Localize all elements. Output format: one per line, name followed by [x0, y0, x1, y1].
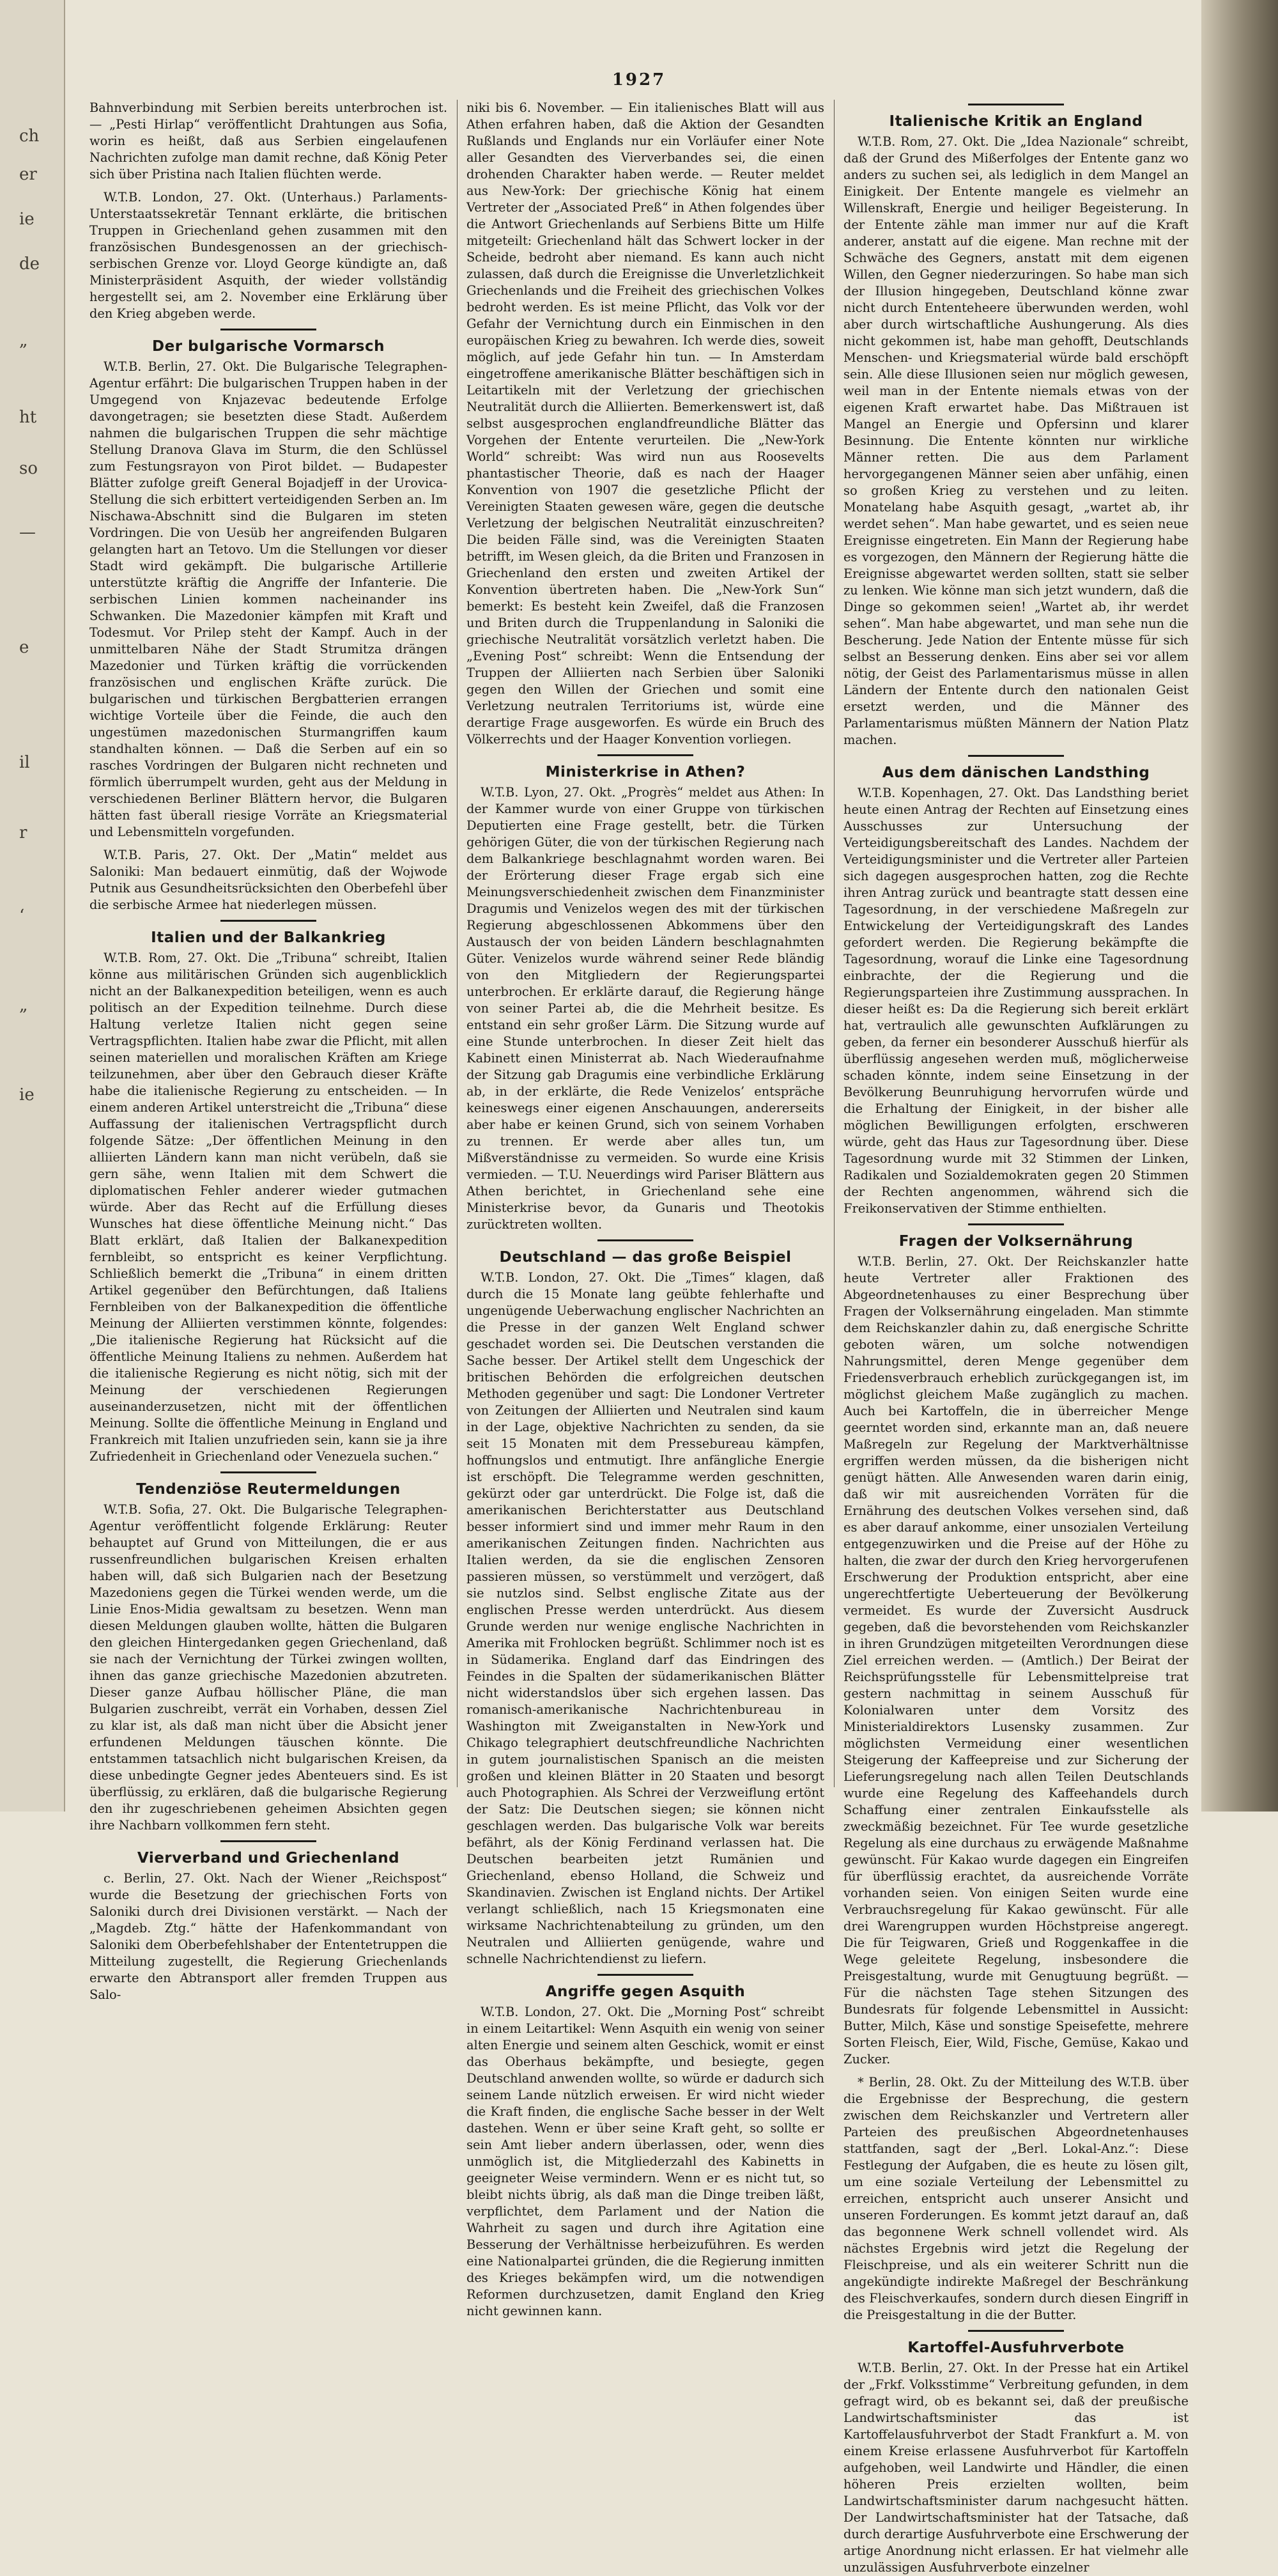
article-heading: Deutschland — das große Beispiel [499, 1249, 792, 1266]
article-heading: Italienische Kritik an England [889, 113, 1143, 130]
margin-fragment: ie [19, 1085, 35, 1105]
margin-fragment: ie [19, 210, 35, 229]
section-rule [220, 329, 316, 330]
article-heading: Tendenziöse Reutermeldungen [136, 1481, 401, 1498]
section-rule [597, 1974, 693, 1976]
paragraph: W.T.B. London, 27. Okt. (Unterhaus.) Parlaments-Unterstaatssekretär Tennant erklärte, die britischen Truppen in Griechenland gehen zusammen mit den französischen Bundesgenossen an der griechisch-serbischen Grenze vor. Lloyd George kündigte an, daß Ministerpräsident Asquith, der wieder vollständig hergestellt sei, am 2. November eine Erklärung über den Krieg abgeben werde. [89, 190, 447, 321]
section-rule [968, 2330, 1064, 2332]
paragraph: W.T.B. Sofia, 27. Okt. Die Bulgarische Telegraphen-Agentur veröffentlicht folgende Erklärung: Reuter behauptet auf Grund von Mitteilungen, die er aus russenfreundlichen bulgarischen Kreisen erhalten haben will, daß sich Bulgarien nach der Besetzung Mazedoniens gegen die Türkei wenden werde, um die Linie Enos-Midia gewaltsam zu besetzen. Wenn man diesen Meldungen glauben wollte, hätten die Bulgaren den gleichen Hintergedanken gegen Griechenland, daß sie nach der Vernichtung der Türkei zwingen wollten, ihnen das ganze griechische Mazedonien abzutreten. Dieser ganze Aufbau höllischer Pläne, die man Bulgarien zuschreibt, verrät ein Vorhaben, dessen Ziel zu klar ist, als daß man nicht über die Absicht jener erfundenen Meldungen täuschen könnte. Die entstammen tatsachlich nicht bulgarischen Kreisen, da diese unbedingte Gegner jedes Abenteuers sind. Es ist überflüssig, zu erklären, daß die bulgarische Regierung den ihr zugeschriebenen geheimen Absichten gegen ihre Nachbarn vollkommen fern steht. [89, 1502, 447, 1833]
section-rule [968, 1223, 1064, 1225]
article-heading: Vierverband und Griechenland [137, 1850, 400, 1866]
column-3 [843, 100, 1189, 2575]
margin-fragment: so [19, 459, 38, 478]
paragraph: W.T.B. Lyon, 27. Okt. „Progrès“ meldet aus Athen: In der Kammer wurde von einer Gruppe von türkischen Deputierten eine Frage gestellt, betr. die Türken gehörigen Güter, die von der türkischen Regierung nach dem Balkankriege beschlagnahmt worden waren. Bei der Erörterung dieser Frage ergab sich eine Meinungsverschiedenheit zwischen dem Finanzminister Dragumis und Venizelos wegen des mit der türkischen Regierung abgeschlossenen Abkommens über den Austausch der von beiden Ländern beschlagnahmten Güter. Venizelos wurde während seiner Rede bländig von den Mitgliedern der Regierungspartei unterbrochen. Er erklärte darauf, die Regierung hänge von seiner Partei ab, die die Mehrheit besitze. Es entstand ein sehr großer Lärm. Die Sitzung wurde auf eine Stunde unterbrochen. In dieser Zeit hielt das Kabinett einen Ministerrat ab. Nach Wiederaufnahme der Sitzung gab Dragumis eine verbindliche Erklärung ab, in der erklärte, die Rede Venizelos’ entspräche keineswegs einer eigenen Anschauungen, andererseits aber habe er keinen Grund, sich von seinem Vorhaben zu trennen. Er werde aber alles tun, um Mißverständnisse zu vermeiden. So wurde eine Krisis vermieden. — T.U. Neuerdings wird Pariser Blättern aus Athen berichtet, in Griechenland sehe eine Ministerkrise bevor, da Gunaris und Theotokis zurücktreten wollten. [466, 785, 824, 1232]
paragraph: W.T.B. Berlin, 27. Okt. Die Bulgarische Telegraphen-Agentur erfährt: Die bulgarischen Truppen haben in der Umgegend von Knjazevac bedeutende Erfolge davongetragen; sie besetzten diese Stadt. Außerdem nahmen die bulgarischen Truppen die sehr mächtige Stellung Dranova Glava im Sturm, die den Schlüssel zum Festungsrayon von Pirot bildet. — Budapester Blätter zufolge greift General Bojadjeff in der Urovica-Stellung die sich erbittert verteidigenden Serben an. Im Nischawa-Abschnitt sind die Bulgaren im steten Vordringen. Die von Uesüb her angreifenden Bulgaren gelangten hart an Tetovo. Um die Stellungen vor dieser Stadt wird gekämpft. Die bulgarische Artillerie unterstützte kräftig die Angriffe der Infanterie. Die serbischen Linien kommen nacheinander ins Schwanken. Die Mazedonier kämpfen mit Kraft und Todesmut. Vor Prilep steht der Kampf. Auch in der unmittelbaren Nähe der Stadt Strumitza drängen Mazedonier und Türken kräftig die vorrückenden französischen und englischen Kräfte zurück. Die bulgarischen und türkischen Bergbatterien errangen wichtige Vorteile über die Feinde, die auch den ungestümen mazedonischen Sturmangriffen kaum standhalten können. — Daß die Serben auf ein so rasches Vordringen der Bulgaren nicht rechneten und förmlich überrumpelt wurden, geht aus der Meldung in verschiedenen Berliner Blättern hervor, die Bulgaren hätten fast überall riesige Vorräte an Kriegsmaterial und Lebensmitteln vorgefunden. [89, 359, 447, 839]
margin-fragment: „ [19, 996, 28, 1015]
paragraph: W.T.B. Paris, 27. Okt. Der „Matin“ meldet aus Saloniki: Man bedauert einmütig, daß der Wojwode Putnik aus Gesundheitsrücksichten den Oberbefehl über die serbische Armee hat niederlegen müssen. [89, 848, 447, 912]
paragraph: niki bis 6. November. — Ein italienisches Blatt will aus Athen erfahren haben, daß die Aktion der Gesandten Rußlands und Englands nur ein Vorläufer einer Note aller Gesandten des Vierverbandes sei, die einen drohenden Charakter haben werde. — Reuter meldet aus New-York: Der griechische König hat einem Vertreter der „Associated Preß“ in Athen folgendes über die Antwort Griechenlands auf Serbiens Bitte um Hilfe mitgeteilt: Griechenland hält das Schwert locker in der Scheide, bedroht aber niemand. Es kann auch nicht zulassen, daß durch die Ereignisse die Unverletzlichkeit Griechenlands und die Freiheit des griechischen Volkes bedroht werden. Es ist meine Pflicht, das Volk vor der Gefahr der Vernichtung durch ein Einmischen in den europäischen Krieg zu bewahren. Ich werde dies, soweit möglich, auf jede Gefahr hin tun. — In Amsterdam eingetroffene amerikanische Blätter beschäftigen sich in Leitartikeln mit der Verletzung der griechischen Neutralität durch die Alliierten. Bemerkenswert ist, daß selbst ausgesprochen englandfreundliche Blätter das Vorgehen der Entente verurteilen. Die „New-York World“ schreibt: Was wird nun aus Roosevelts phantastischer Theorie, daß es nach der Haager Konvention von 1907 die gesetzliche Pflicht der Vereinigten Staaten gewesen wäre, gegen die deutsche Verletzung der belgischen Neutralität einzuschreiten? Die beiden Fälle sind, was die Vereinigten Staaten betrifft, im Wesen gleich, da die Briten und Franzosen in Griechenland den ersten und zweiten Artikel der Konvention übertreten haben. Die „New-York Sun“ bemerkt: Es besteht kein Zweifel, daß die Franzosen und Briten durch die Truppenlandung in Saloniki die griechische Neutralität vorsätzlich verletzt haben. Die „Evening Post“ schreibt: Wenn die Entsendung der Truppen der Alliierten nach Serbien über Saloniki gegen den Willen der Griechen und somit eine Verletzung neutralen Territoriums ist, würde eine derartige Frage ausgeworfen. Es würde ein Bruch des Völkerrechts und der Haager Konvention vorliegen. [466, 100, 824, 747]
margin-fragment: r [19, 823, 27, 842]
column-rule [834, 100, 835, 1787]
newspaper-page [89, 70, 1189, 2575]
section-rule [968, 755, 1064, 757]
margin-fragment: er [19, 165, 37, 184]
section-rule [597, 1239, 693, 1241]
margin-fragment: — [19, 523, 36, 542]
paragraph: W.T.B. London, 27. Okt. Die „Times“ klagen, daß durch die 15 Monate lang geübte fehlerhafte und ungenügende Ueberwachung englischer Nachrichten an die Presse in der ganzen Welt England schwer geschadet worden sei. Die Deutschen verstanden die Sache besser. Der Artikel stellt dem Ungeschick der britischen Behörden die erfolgreichen deutschen Methoden gegenüber und sagt: Die Londoner Vertreter von Zeitungen der Alliierten und Neutralen sind kaum in der Lage, objektive Nachrichten zu senden, da sie seit 15 Monaten mit dem Pressebureau kämpfen, hoffnungslos und entmutigt. Ihre anfängliche Energie ist erschöpft. Die Telegramme werden geschnitten, gekürzt oder gar unterdrückt. Die Folge ist, daß die amerikanischen Berichterstatter aus Deutschland besser informiert sind und immer mehr Raum in den amerikanischen Zeitungen finden. Nachrichten aus Italien werden, da sie die englischen Zensoren passieren müssen, so verstümmelt und verzögert, daß sie nutzlos sind. Selbst englische Zitate aus der englischen Presse werden unterdrückt. Aus diesem Grunde werden nur wenige englische Nachrichten in Amerika mit Frohlocken begrüßt. Schlimmer noch ist es in Südamerika. England darf das Eindringen des Feindes in die Spalten der südamerikanischen Blätter nicht widerstandslos über sich ergehen lassen. Das romanisch-amerikanische Nachrichtenbureau in Washington mit Zweiganstalten in New-York und Chikago telegraphiert deutschfreundliche Nachrichten in gutem journalistischen Spanisch an die meisten großen und kleinen Blätter in 20 Staaten und besorgt auch Photographien. Als Schrei der Verzweiflung ertönt der Satz: Die Deutschen siegen; sie können nicht geschlagen werden. Das bulgarische Volk war bereits befährt, als der König Ferdinand verlassen hat. Die Deutschen bearbeiten jetzt Rumänien und Griechenland, ebenso Holland, die Schweiz und Skandinavien. Zwischen ist England nichts. Der Artikel verlangt schließlich, nach 15 Kriegsmonaten eine wirksame Nachrichtenabteilung zu gründen, um den Neutralen und Alliierten genügende, wahre und schnelle Nachrichtendienst zu liefern. [466, 1270, 824, 1966]
section-rule [220, 1840, 316, 1842]
margin-fragment: il [19, 753, 30, 772]
column-2 [466, 100, 824, 2318]
paragraph: W.T.B. London, 27. Okt. Die „Morning Post“ schreibt in einem Leitartikel: Wenn Asquith ein wenig von seiner alten Energie und seinem alten Geschick, womit er einst das Oberhaus bekämpfte, und besiegte, gegen Deutschland anwenden wollte, so würde er dadurch sich seinem Lande nützlich erweisen. Er wird nicht wieder die Kraft finden, die englische Sache besser in der Welt dastehen. Wenn er über seine Kraft geht, so sollte er sein Amt lieber andern überlassen, oder, wenn dies unmöglich ist, die Mitgliederzahl des Kabinetts in geeigneter Weise vermindern. Wenn er es nicht tut, so bleibt nichts übrig, als daß man die Dinge treiben läßt, verpflichtet, dem Parlament und der Nation die Wahrheit zu sagen und durch ihre Agitation eine Besserung der Verhältnisse herbeizuführen. Es werden eine Nationalpartei gründen, die die Regierung inmitten des Krieges bekämpfen wird, um die notwendigen Reformen durchzusetzen, damit England den Krieg nicht gewinnen kann. [466, 2005, 824, 2318]
article-heading: Fragen der Volksernährung [898, 1233, 1134, 1250]
margin-fragment: e [19, 638, 29, 657]
section-rule [220, 1471, 316, 1473]
paragraph: W.T.B. Kopenhagen, 27. Okt. Das Landsthing beriet heute einen Antrag der Rechten auf Einsetzung eines Ausschusses zur Untersuchung der Verteidigungsbereitschaft des Landes. Nachdem der Verteidigungsminister und die Vertreter aller Parteien sich dagegen ausgesprochen hatten, zog die Rechte ihren Antrag zurück und beantragte statt dessen eine Tagesordnung, in der verschiedene Maßregeln zur Entwickelung der Verteidigungskraft des Landes gefordert werden. Die Regierung bekämpfte die Tagesordnung, worauf die Linke eine Tagesordnung einbrachte, der die Regierung und die Regierungsparteien ihre Zustimmung aussprachen. In dieser heißt es: Da die Regierung sich bereit erklärt hat, vertraulich alle gewunschten Aufklärungen zu geben, da ferner ein besonderer Ausschuß hierfür als überflüssig angesehen werden muß, möglicherweise schaden könnte, indem seine Einsetzung in der Bevölkerung Beunruhigung hervorrufen würde und die Erhaltung der Einigkeit, in der bisher alle möglichen Bewilligungen erfolgten, erschweren würde, geht das Haus zur Tagesordnung über. Diese Tagesordnung wurde mit 32 Stimmen der Linken, Radikalen und Sozialdemokraten gegen 20 Stimmen der Rechten angenommen, während sich die Freikonservativen der Stimme enthielten. [843, 786, 1189, 1216]
article-heading: Der bulgarische Vormarsch [152, 338, 385, 355]
section-rule [220, 920, 316, 922]
adjacent-page-margin [0, 0, 65, 1812]
article-heading: Aus dem dänischen Landsthing [882, 764, 1150, 781]
paragraph: W.T.B. Rom, 27. Okt. Die „Idea Nazionale“ schreibt, daß der Grund des Mißerfolges der Entente ganz wo anders zu suchen sei, als lediglich in dem Mangel an Einigkeit. Der Entente mangele es vielmehr an Willenskraft, Energie und heiliger Begeisterung. In der Entente zähle man immer nur auf die Kraft anderer, anstatt auf die eigene. Man rechne mit der Schwäche des Gegners, anstatt mit dem eigenen Willen, den Gegner niederzuringen. So habe man sich der Illusion hingegeben, Deutschland könne zwar nicht durch Ententeheere überwunden werden, wohl aber durch wirtschaftliche Aushungerung. Als dies nicht gekommen ist, habe man gehofft, Deutschlands Menschen- und Kriegsmaterial würde bald erschöpft sein. Alle diese Illusionen seien nur möglich gewesen, weil man in der Entente niemals etwas von der eigenen Kraft erwartet habe. Das Mißtrauen ist Mangel an Energie und Opfersinn und klarer Besinnung. Die Entente könnten nur wirkliche Männer retten. Die aus dem Parlament hervorgegangenen Männer seien aber unfähig, einen so großen Krieg zu verstehen und zu leiten. Monatelang habe Asquith gesagt, „wartet ab, ihr werdet sehen“. Man habe gewartet, und es seien neue Ereignisse eingetreten. Ein Mann der Regierung habe es vorgezogen, den Männern der Regierung hätte die Ereignisse abgewartet werden sollten, statt sie selber zu lenken. Wie könne man sich jetzt wundern, daß die Dinge so gekommen seien! „Wartet ab, ihr werdet sehen“. Man habe abgewartet, und man sehe nun die Bescherung. Jede Nation der Entente müsse für sich selbst an Besserung denken. Eins aber sei vor allem nötig, der Geist des Parlamentarismus müsse in allen Ländern der Entente durch den nationalen Geist ersetzt werden, und die Männer des Parlamentarismus müßten Männern der Nation Platz machen. [843, 134, 1189, 747]
book-spine-edge [1201, 0, 1278, 1812]
paragraph: Bahnverbindung mit Serbien bereits unterbrochen ist. — „Pesti Hirlap“ veröffentlicht Drahtungen aus Sofia, worin es heißt, daß aus Serbien eingelaufenen Nachrichten zufolge man damit rechne, daß König Peter sich über Pristina nach Italien flüchten werde. [89, 100, 447, 182]
section-rule [968, 104, 1064, 105]
paragraph: W.T.B. Berlin, 27. Okt. In der Presse hat ein Artikel der „Frkf. Volksstimme“ Verbreitung gefunden, in dem gefragt wird, ob es bekannt sei, daß der preußische Landwirtschaftsminister das ist Kartoffelausfuhrverbot der Stadt Frankfurt a. M. von einem Kreise erlassene Ausfuhrverbot für Kartoffeln aufgehoben, weil Landwirte und Händler, die einen höheren Preis erzielten wollten, beim Landwirtschaftsminister darum nachgesucht hätten. Der Landwirtschaftsminister hat der Tatsache, daß durch derartige Ausfuhrverbote eine Erschwerung der artige Anordnung nicht erlassen. Er hat vielmehr alle unzulässigen Ausfuhrverbote einzelner [843, 2361, 1189, 2575]
paragraph: * Berlin, 28. Okt. Zu der Mitteilung des W.T.B. über die Ergebnisse der Besprechung, die gestern zwischen dem Reichskanzler und Vertretern aller Parteien des preußischen Abgeordnetenhauses stattfanden, sagt der „Berl. Lokal-Anz.“: Diese Festlegung der Aufgaben, die es heute zu lösen gilt, um eine soziale Verteilung der Lebensmittel zu erreichen, entspricht auch unserer Ansicht und unseren Forderungen. Es kommt jetzt darauf an, daß das begonnene Werk schnell vollendet wird. Als nächstes Ergebnis wird jetzt die Regelung der Fleischpreise, und als ein weiterer Schritt nun die angekündigte indirekte Maßregel der Beschränkung des Fleischverkaufes, sondern durch diesen Eingriff in die Preisgestaltung in die der Butter. [843, 2075, 1189, 2322]
margin-fragment: ‘ [19, 906, 25, 926]
section-rule [597, 754, 693, 756]
column-rule [457, 100, 458, 1787]
margin-fragment: „ [19, 331, 28, 350]
article-heading: Angriffe gegen Asquith [545, 1983, 746, 2000]
paragraph: W.T.B. Rom, 27. Okt. Die „Tribuna“ schreibt, Italien könne aus militärischen Gründen sich augenblicklich nicht an der Balkanexpedition beteiligen, wenn es auch politisch an der Expedition teilnehme. Durch diese Haltung verletze Italien nicht gegen seine Vertragspflichten. Italien habe zwar die Pflicht, mit allen seinen materiellen und moralischen Kräften am Kriege teilzunehmen, aber über den Gebrauch dieser Kräfte habe die italienische Regierung zu entscheiden. — In einem anderen Artikel unterstreicht die „Tribuna“ diese Auffassung der italienischen Vertragspflicht durch folgende Sätze: „Der öffentlichen Meinung in den alliierten Ländern kann man nicht verübeln, daß sie gern sähe, wenn Italien mit dem Schwert die diplomatischen Fehler anderer wieder gutmachen würde. Aber das Recht auf die Erfüllung dieses Wunsches hat diese öffentliche Meinung nicht.“ Das Blatt erklärt, daß Italien der Balkanexpedition fernbleibt, so entspricht es keiner Verpflichtung. Schließlich bemerkt die „Tribuna“ in einem dritten Artikel gegenüber den Befürchtungen, daß Italiens Fernbleiben von der Balkanexpedition die öffentliche Meinung der Alliierten verstimmen könnte, folgendes: „Die italienische Regierung hat Rücksicht auf die öffentliche Meinung Italiens zu nehmen. Außerdem hat die italienische Regierung es nicht nötig, sich mit der Meinung der verschiedenen Regierungen auseinanderzusetzen, nicht mit der öffentlichen Meinung. Sollte die öffentliche Meinung in England und Frankreich mit Italien unzufrieden sein, kann sie ja ihre Zufriedenheit in Griechenland oder Venezuela suchen.“ [89, 950, 447, 1464]
column-1 [89, 100, 447, 2002]
article-heading: Kartoffel-Ausfuhrverbote [907, 2339, 1125, 2356]
article-heading: Italien und der Balkankrieg [151, 929, 386, 946]
margin-fragment: de [19, 254, 40, 274]
margin-fragment: ht [19, 408, 37, 427]
margin-fragment: ch [19, 127, 40, 146]
paragraph: c. Berlin, 27. Okt. Nach der Wiener „Reichspost“ wurde die Besetzung der griechischen Forts von Saloniki durch drei Divisionen verstärkt. — Nach der „Magdeb. Ztg.“ hätte der Hafenkommandant von Saloniki dem Oberbefehlshaber der Ententetruppen die Mitteilung zugestellt, die Regierung Griechenlands erwarte den Abtransport aller fremden Truppen aus Salo- [89, 1871, 447, 2002]
article-heading: Ministerkrise in Athen? [545, 764, 746, 780]
paragraph: W.T.B. Berlin, 27. Okt. Der Reichskanzler hatte heute Vertreter aller Fraktionen des Abgeordnetenhauses zu einer Besprechung über Fragen der Volksernährung eingeladen. Man stimmte dem Reichskanzler dahin zu, daß energische Schritte geboten wären, um solche notwendigen Nahrungsmittel, deren Menge gegenüber dem Friedensverbrauch erheblich zurückgegangen ist, im möglichst gleichem Maße zugänglich zu machen. Auch bei Kartoffeln, die in überreicher Menge geerntet worden sind, erkannte man an, daß neuere Maßregeln zur Regelung der Marktverhältnisse ergriffen werden müssen, da die bisherigen nicht genügt hätten. Alle Anwesenden waren darin einig, daß wir mit ausreichenden Vorräten für die Ernährung des deutschen Volkes versehen sind, daß es aber darauf ankomme, einer unsozialen Verteilung entgegenzuwirken und die Preise auf der Höhe zu halten, die zwar der durch den Krieg hervorgerufenen Erschwerung der Produktion entspricht, aber eine ungerechtfertigte Ueberteuerung der Bevölkerung vermeidet. Es wurde der Zuversicht Ausdruck gegeben, daß die bevorstehenden vom Reichskanzler in ihren Grundzügen mitgeteilten Verordnungen diese Ziel erreichen werden. — (Amtlich.) Der Beirat der Reichsprüfungsstelle für Lebensmittelpreise trat gestern nachmittag in seinem Ausschuß für Kolonialwaren unter dem Vorsitz des Ministerialdirektors Lusensky zusammen. Zur möglichsten Vermeidung einer wesentlichen Steigerung der Kaffeepreise und zur Sicherung der Lieferungsregelung nach allen Teilen Deutschlands wurde eine Regelung des Kaffeehandels durch Schaffung einer zentralen Einkaufsstelle als zweckmäßig bezeichnet. Für Tee wurde gesetzliche Regelung als eine durchaus zu erwägende Maßnahme gewünscht. Für Kakao wurde dagegen ein Eingreifen für überflüssig erachtet, da ausreichende Vorräte vorhanden seien. Von einigen Seiten wurde eine Verbrauchsregelung für Kakao gewünscht. Für alle drei Warengruppen wurden Höchstpreise angeregt. Die für Teigwaren, Grieß und Roggenkaffee in die Wege geleitete Regelung, insbesondere die Preisgestaltung, wurde mit Genugtuung begrüßt. — Für die nächsten Tage stehen Sitzungen des Bundesrats für folgende Lebensmittel in Aussicht: Butter, Milch, Käse und sonstige Speisefette, mehrere Sorten Fleisch, Eier, Wild, Fische, Gemüse, Kakao und Zucker. [843, 1254, 1189, 2067]
page-number: 1927 [612, 70, 666, 89]
